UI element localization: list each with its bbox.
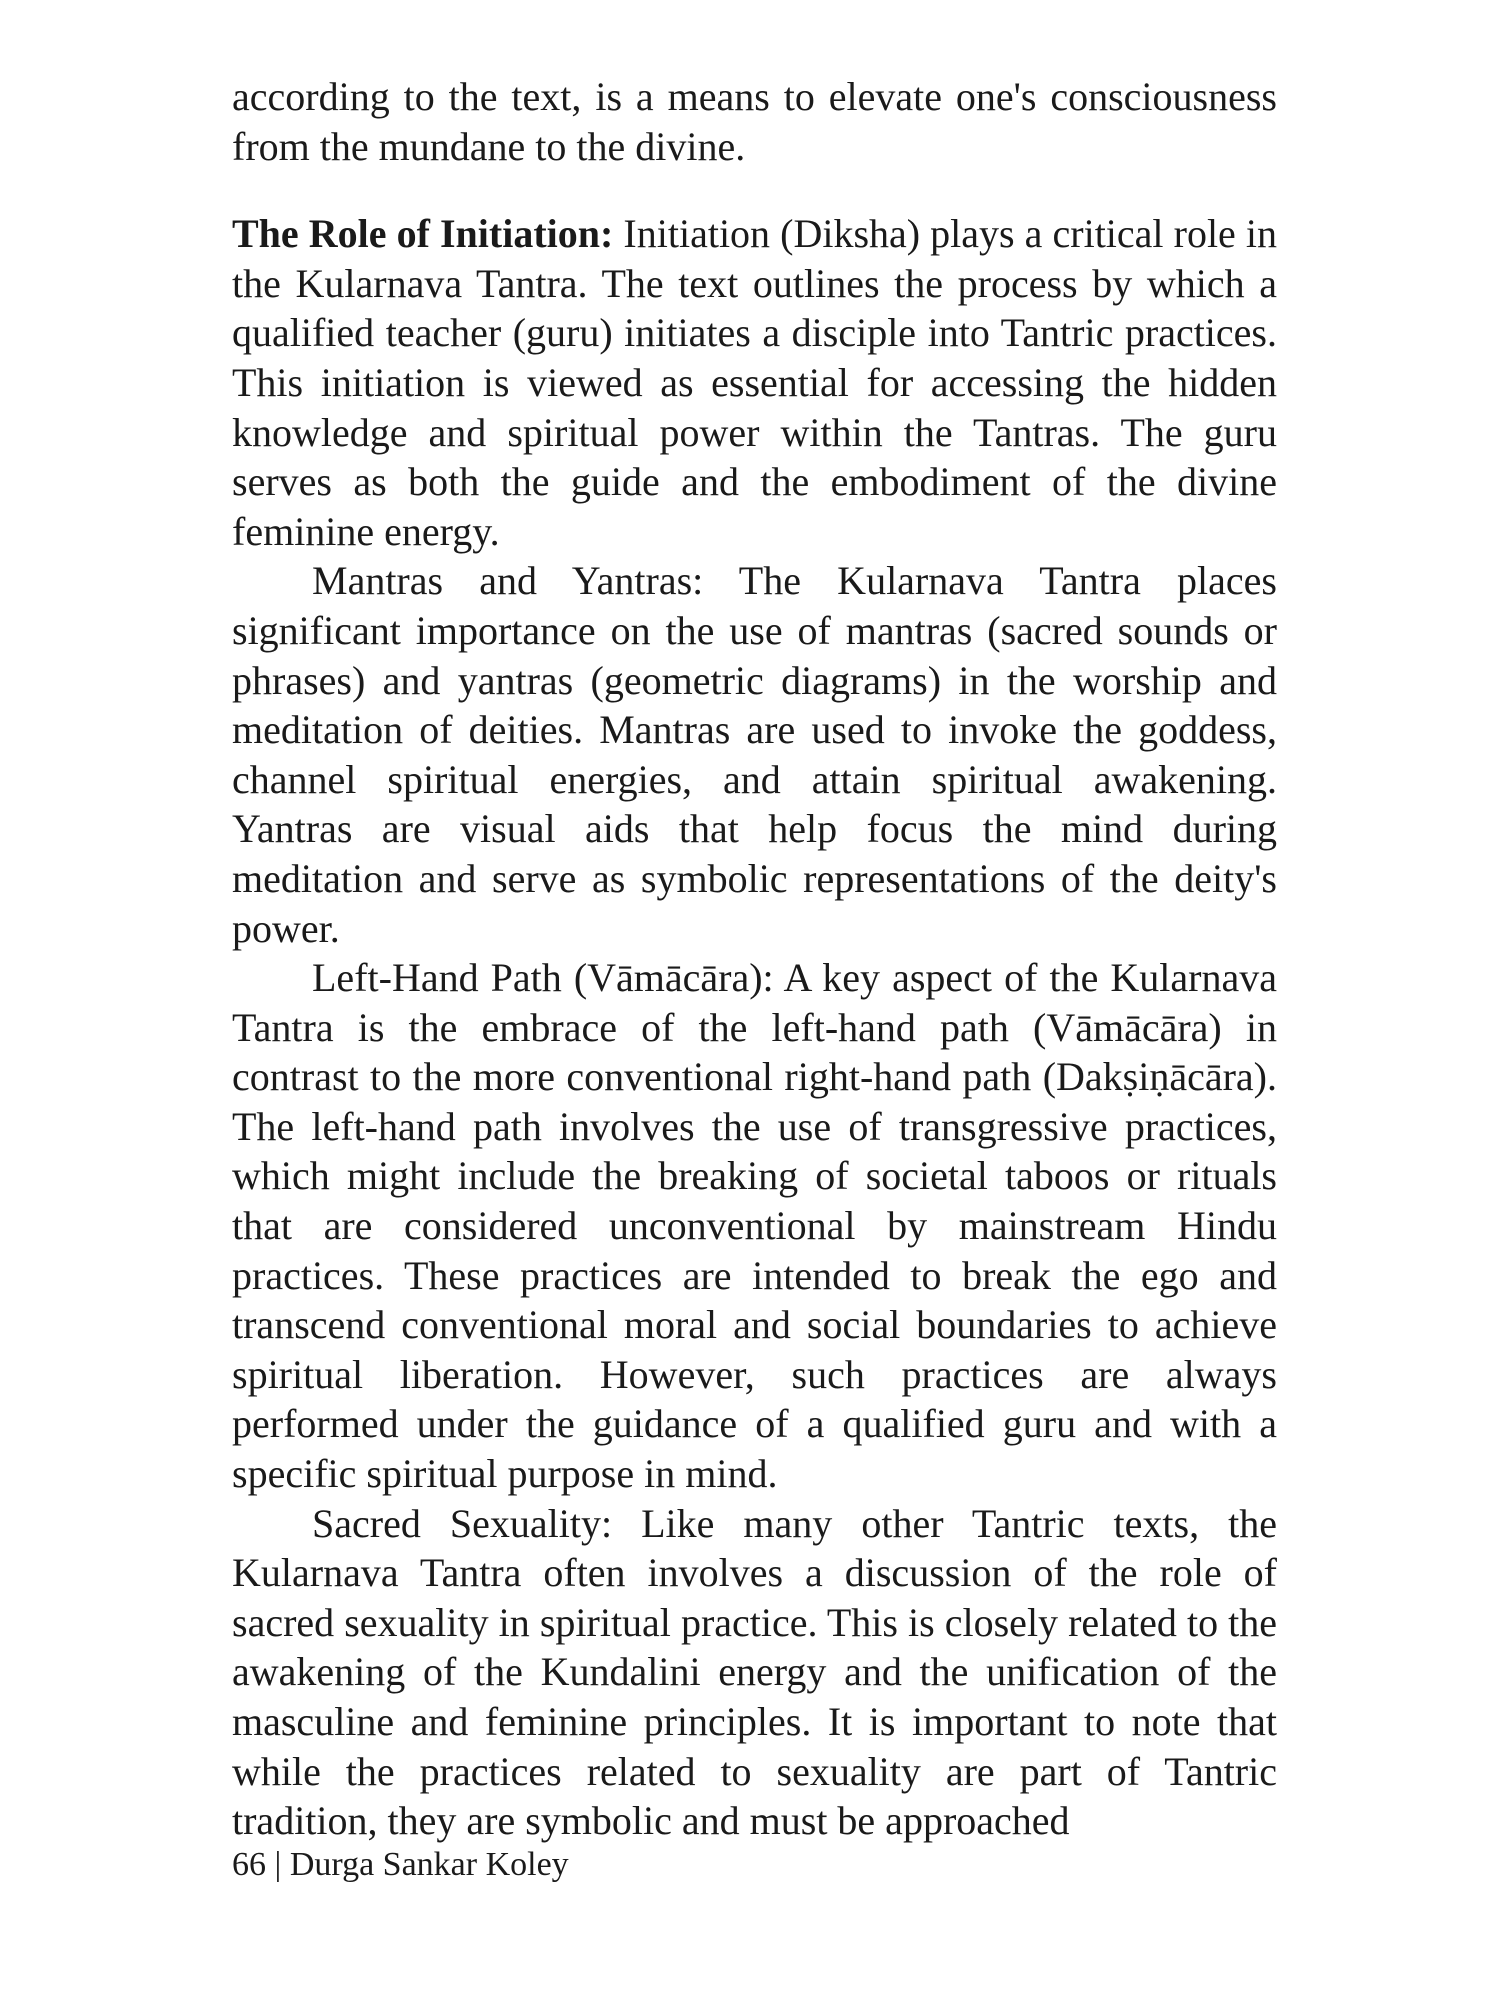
page-body: [232, 72, 1277, 1846]
initiation-body: Initiation (Diksha) plays a critical role in the Kularnava Tantra. The text outlines the process by which a qualified teacher (guru) initiates a disciple into Tantric practices. This initiation is viewed as essential for accessing the hidden knowledge and spiritual power within the Tantras. The guru serves as both the guide and the embodiment of the divine feminine energy.: [232, 211, 1277, 554]
mantras-yantras-paragraph: Mantras and Yantras: The Kularnava Tantra places significant importance on the use of mantras (sacred sounds or phrases) and yantras (geometric diagrams) in the worship and meditation of deities. Mantras are used to invoke the goddess, channel spiritual energies, and attain spiritual awakening. Yantras are visual aids that help focus the mind during meditation and serve as symbolic representations of the deity's power.: [232, 558, 1277, 951]
page-footer: [232, 1845, 569, 1885]
footer-separator: |: [274, 1846, 282, 1883]
left-hand-path-paragraph: Left-Hand Path (Vāmācāra): A key aspect of the Kularnava Tantra is the embrace of the left-hand path (Vāmācāra) in contrast to the more conventional right-hand path (Dakṣiṇācāra). The left-hand path involves the use of transgressive practices, which might include the breaking of societal taboos or rituals that are considered unconventional by mainstream Hindu practices. These practices are intended to break the ego and transcend conventional moral and social boundaries to achieve spiritual liberation. However, such practices are always performed under the guidance of a qualified guru and with a specific spiritual purpose in mind.: [232, 955, 1277, 1497]
page-number: 66: [232, 1846, 266, 1883]
intro-continuation-paragraph: according to the text, is a means to elevate one's consciousness from the mundane to the divine.: [232, 74, 1277, 169]
sacred-sexuality-paragraph: Sacred Sexuality: Like many other Tantric texts, the Kularnava Tantra often involves a discussion of the role of sacred sexuality in spiritual practice. This is closely related to the awakening of the Kundalini energy and the unification of the masculine and feminine principles. It is important to note that while the practices related to sexuality are part of Tantric tradition, they are symbolic and must be approached: [232, 1500, 1277, 1844]
initiation-paragraph: [232, 209, 1277, 556]
initiation-heading: The Role of Initiation:: [232, 211, 614, 257]
author-name: Durga Sankar Koley: [289, 1846, 569, 1883]
